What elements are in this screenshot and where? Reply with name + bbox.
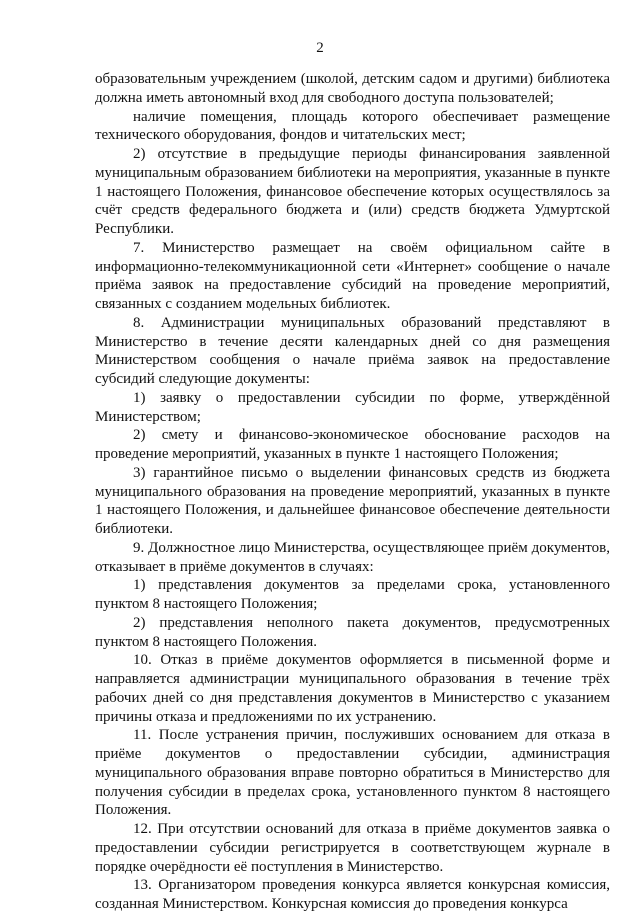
paragraph-item-9-2: 2) представления неполного пакета документов, предусмотренных пунктом 8 настоящего Положения. xyxy=(95,614,610,650)
paragraph-continuation-entrance: образовательным учреждением (школой, детским садом и другими) библиотека должна иметь автономный вход для свободного доступа пользователей; xyxy=(95,71,610,106)
paragraph-item-9: 9. Должностное лицо Министерства, осуществляющее приём документов, отказывает в приёме документов в случаях: xyxy=(95,539,610,575)
paragraph-item-8-3: 3) гарантийное письмо о выделении финансовых средств из бюджета муниципального образования на проведение мероприятий, указанных в пункте 1 настоящего Положения, и дальнейшее финансовое обеспечение деятельности библиотеки. xyxy=(95,464,610,537)
paragraph-item-8: 8. Администрации муниципальных образований представляют в Министерство в течение десяти календарных дней со дня размещения Министерством сообщения о начале приёма заявок на предоставление субсидий следующие документы: xyxy=(95,314,610,387)
paragraph-item-9-1: 1) представления документов за пределами срока, установленного пунктом 8 настоящего Положения; xyxy=(95,577,610,612)
paragraph-item-10: 10. Отказ в приёме документов оформляется в письменной форме и направляется администрации муниципального образования в течение трёх рабочих дней со дня представления документов в Министерство с указанием причины отказа и предложениями по их устранению. xyxy=(95,652,610,725)
paragraph-item-7: 7. Министерство размещает на своём официальном сайте в информационно-телекоммуникационной сети «Интернет» сообщение о начале приёма заявок на предоставление субсидий на проведение мероприятий, связанных с созданием модельных библиотек. xyxy=(95,239,610,312)
document-body xyxy=(95,70,610,914)
paragraph-premises-area: наличие помещения, площадь которого обеспечивает размещение технического оборудования, фондов и читательских мест; xyxy=(95,108,610,144)
paragraph-item-12: 12. При отсутствии оснований для отказа в приёме документов заявка о предоставлении субсидии регистрируется в соответствующем журнале в порядке очерёдности её поступления в Министерство. xyxy=(95,821,610,875)
paragraph-item-8-1: 1) заявку о предоставлении субсидии по форме, утверждённой Министерством; xyxy=(95,389,610,425)
paragraph-item-11: 11. После устранения причин, послуживших основанием для отказа в приёме документов о предоставлении субсидии, администрация муниципального образования вправе повторно обратиться в Министерство для получения субсидии в пределах срока, установленного пунктом 8 настоящего Положения. xyxy=(95,727,610,819)
paragraph-item-13: 13. Организатором проведения конкурса является конкурсная комиссия, созданная Министерством. Конкурсная комиссия до проведения конкурса xyxy=(95,877,610,912)
paragraph-condition-2: 2) отсутствие в предыдущие периоды финансирования заявленной муниципальным образованием библиотеки на мероприятия, указанные в пункте 1 настоящего Положения, финансовое обеспечение которых осуществлялось за счёт средств федерального бюджета и (или) средств бюджета Удмуртской Республики. xyxy=(95,146,610,237)
page-number: 2 xyxy=(316,40,324,56)
paragraph-item-8-2: 2) смету и финансово-экономическое обоснование расходов на проведение мероприятий, указанных в пункте 1 настоящего Положения; xyxy=(95,427,610,462)
